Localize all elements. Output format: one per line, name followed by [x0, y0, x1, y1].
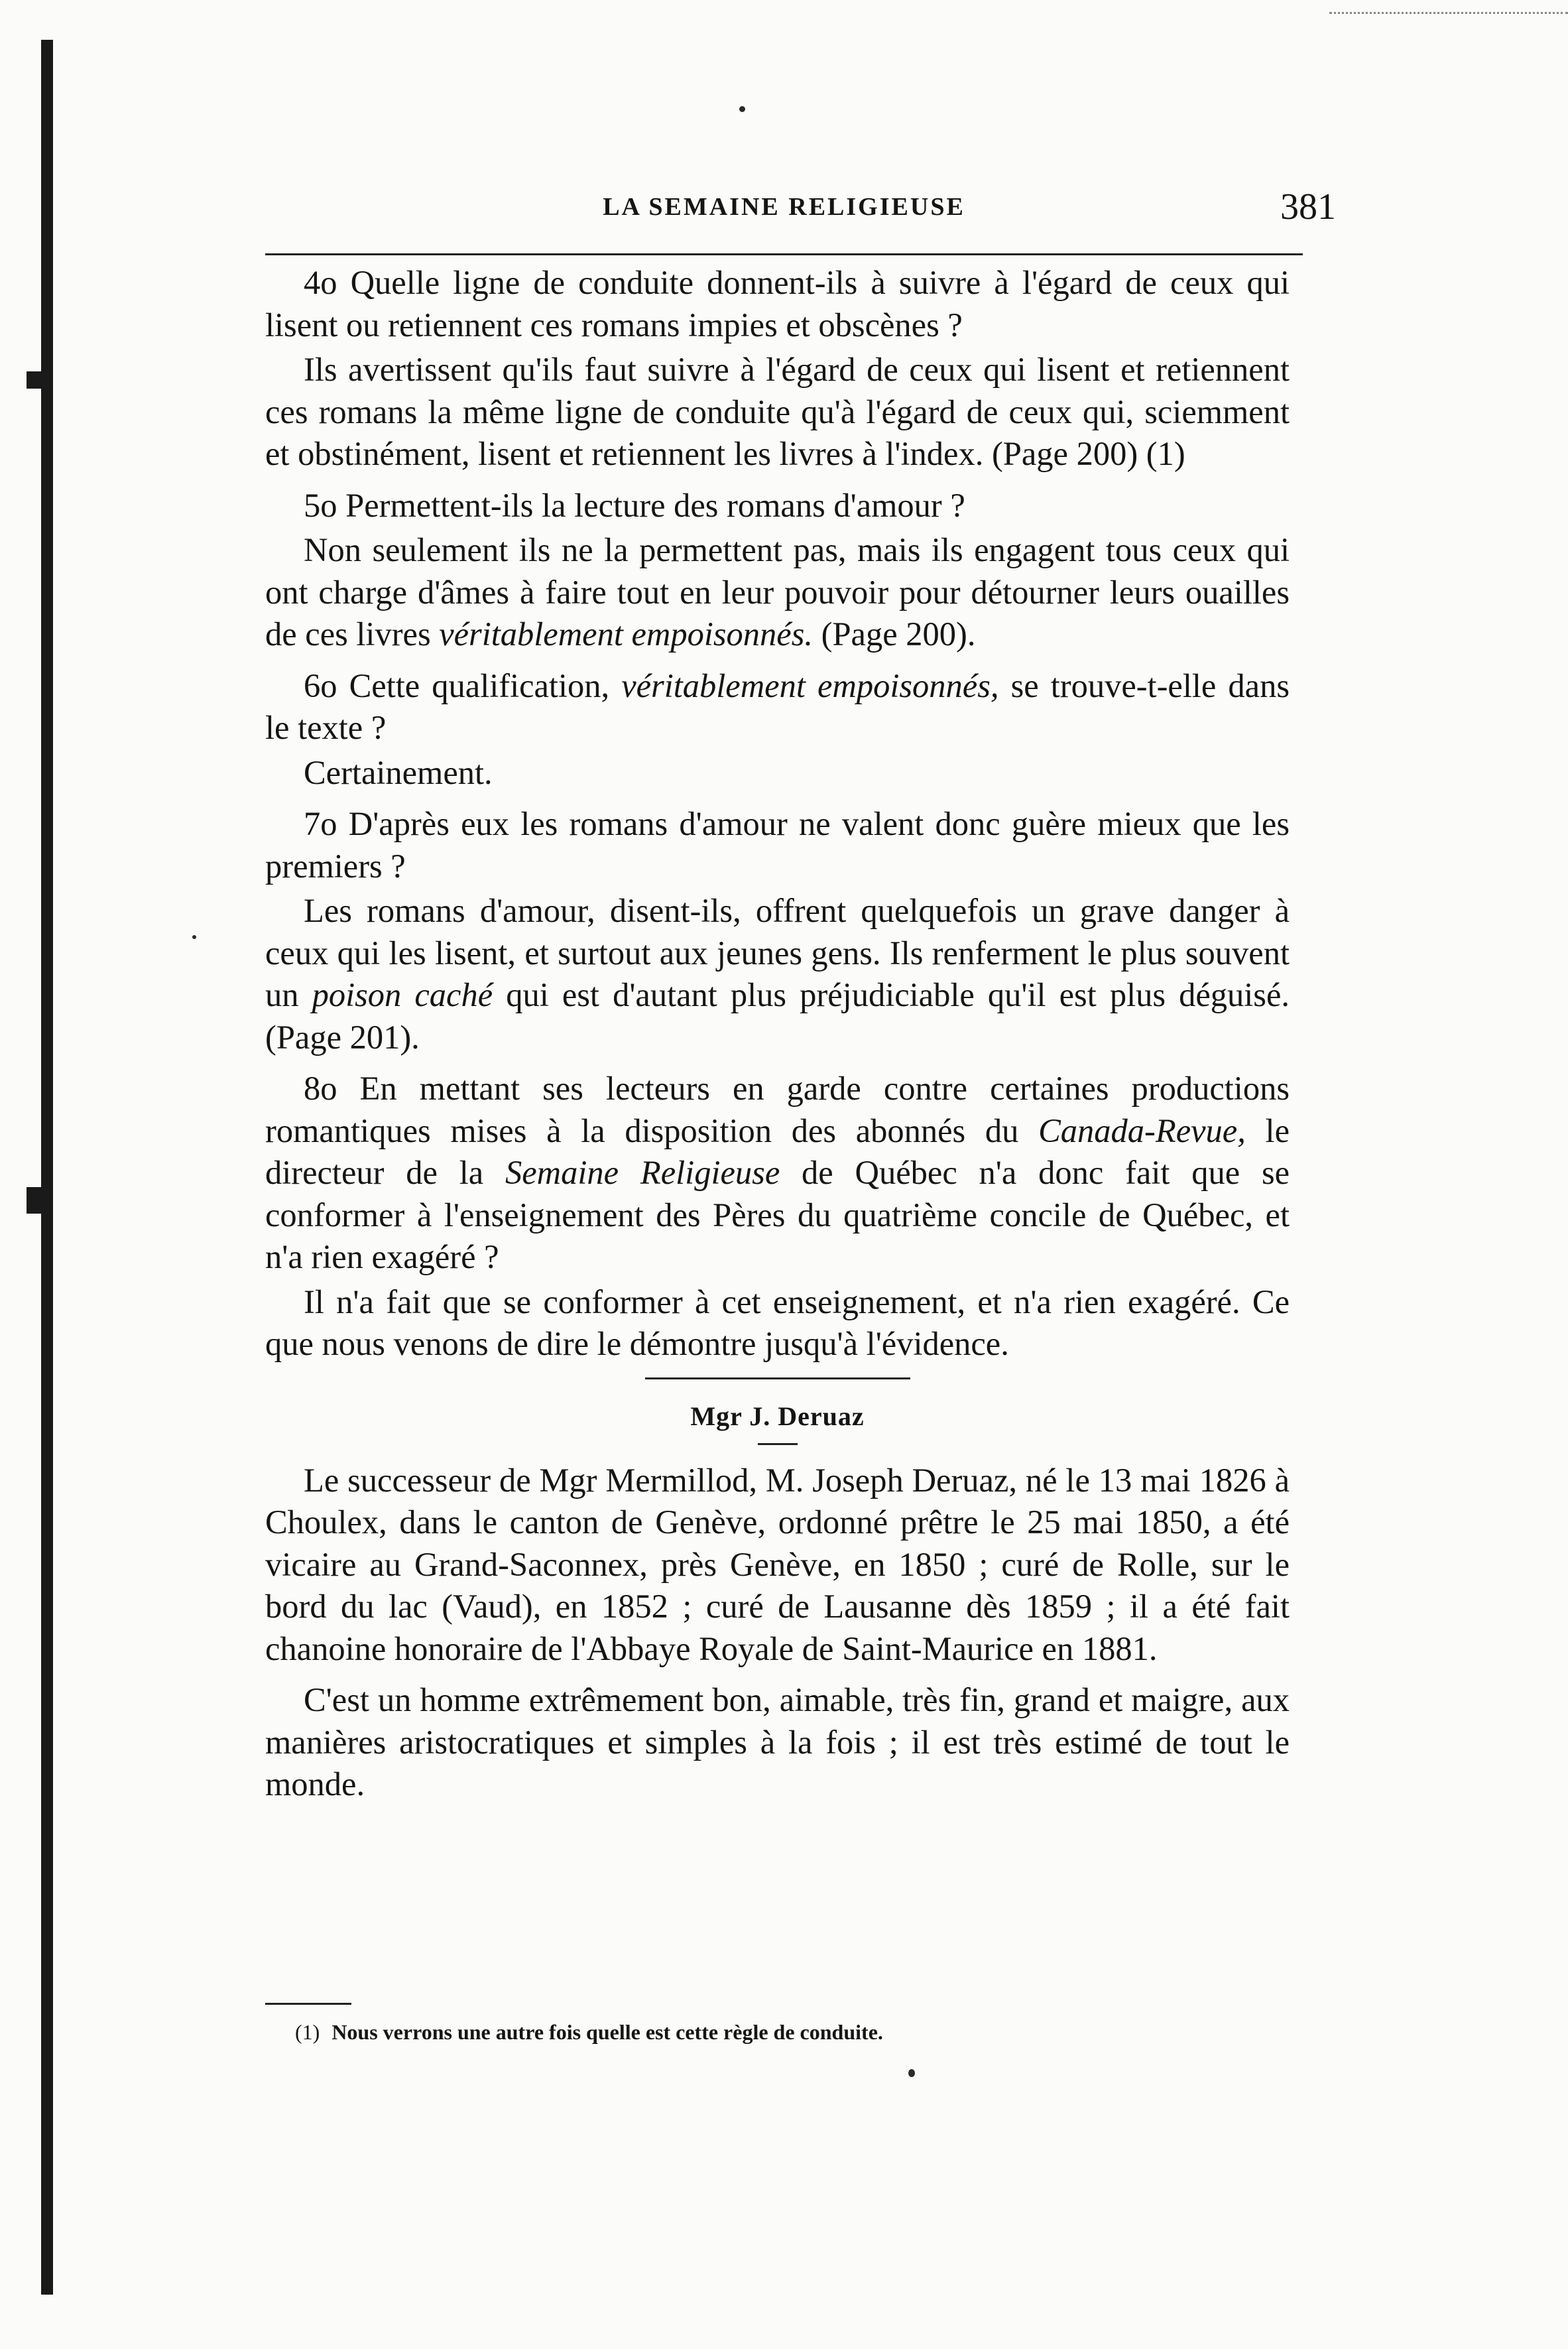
question-6: 6o Cette qualification, véritablement empoisonnés, se trouve-t-elle dans le texte ?: [265, 667, 1290, 746]
heading-rule: [758, 1443, 798, 1445]
answer-4: Ils avertissent qu'ils faut suivre à l'égard de ceux qui lisent et retiennent ces romans la même ligne de conduite qu'à l'égard de ceux qui, sciemment et obstinément, lisent et retiennent les livres à l'index. (Page 200) (1): [265, 351, 1290, 472]
page-header: [265, 186, 1336, 239]
section-heading: Mgr J. Deruaz: [690, 1401, 865, 1431]
binding-mark: [27, 371, 53, 389]
question-4: 4o Quelle ligne de conduite donnent-ils à suivre à l'égard de ceux qui lisent ou retiennent ces romans impies et obscènes ?: [265, 264, 1290, 344]
answer-8: Il n'a fait que se conformer à cet enseignement, et n'a rien exagéré. Ce que nous venons de dire le démontre jusqu'à l'évidence.: [265, 1283, 1290, 1362]
footnote-text: Nous verrons une autre fois quelle est cette règle de conduite.: [332, 2020, 883, 2044]
italic-title: Semaine Religieuse: [505, 1154, 780, 1191]
answer-5: Non seulement ils ne la permettent pas, mais ils engagent tous ceux qui ont charge d'âmes à faire tout en leur pouvoir pour détourner leurs ouailles de ces livres véritablement empoisonnés. (Page 200).: [265, 531, 1290, 653]
footnote: [295, 2017, 1290, 2047]
binding-mark: [27, 1187, 53, 1214]
question-5: 5o Permettent-ils la lecture des romans d'amour ?: [304, 486, 965, 524]
section-divider: [645, 1377, 910, 1379]
bio-paragraph: Le successeur de Mgr Mermillod, M. Joseph Deruaz, né le 13 mai 1826 à Choulex, dans le canton de Genève, ordonné prêtre le 25 mai 1850, a été vicaire au Grand-Saconnex, près Genève, en 1850 ; curé de Rolle, sur le bord du lac (Vaud), en 1852 ; curé de Lausanne dès 1859 ; il a été fait chanoine honoraire de l'Abbaye Royale de Saint-Maurice en 1881.: [265, 1461, 1290, 1667]
page-number: 381: [1280, 186, 1336, 227]
italic-phrase: véritablement empoisonnés.: [439, 615, 814, 653]
body-text: [265, 262, 1290, 1815]
running-title: LA SEMAINE RELIGIEUSE: [603, 193, 965, 221]
italic-phrase: poison caché: [312, 976, 493, 1013]
ink-speck: [908, 2069, 915, 2077]
italic-phrase: véritablement empoisonnés,: [621, 667, 999, 704]
bio-paragraph: C'est un homme extrêmement bon, aimable, très fin, grand et maigre, aux manières aristocratiques et simples à la fois ; il est très estimé de tout le monde.: [265, 1681, 1290, 1803]
answer-7: Les romans d'amour, disent-ils, offrent quelquefois un grave danger à ceux qui les lisent, et surtout aux jeunes gens. Ils renferment le plus souvent un poison caché qui est d'autant plus préjudiciable qu'il est plus déguisé. (Page 201).: [265, 892, 1290, 1056]
ink-speck: [192, 935, 196, 939]
header-rule: [265, 253, 1303, 255]
ink-speck: [739, 106, 745, 112]
scan-border-mark: [1329, 12, 1568, 14]
footnote-rule: [265, 2003, 351, 2005]
question-7: 7o D'après eux les romans d'amour ne valent donc guère mieux que les premiers ?: [265, 805, 1290, 885]
question-8: 8o En mettant ses lecteurs en garde contre certaines productions romantiques mises à la disposition des abonnés du Canada-Revue, le directeur de la Semaine Religieuse de Québec n'a donc fait que se conformer à l'enseignement des Pères du quatrième concile de Québec, et n'a rien exagéré ?: [265, 1070, 1290, 1275]
italic-title: Canada-Revue,: [1038, 1111, 1246, 1149]
footnote-marker: (1): [295, 2020, 320, 2044]
answer-6: Certainement.: [304, 753, 493, 791]
